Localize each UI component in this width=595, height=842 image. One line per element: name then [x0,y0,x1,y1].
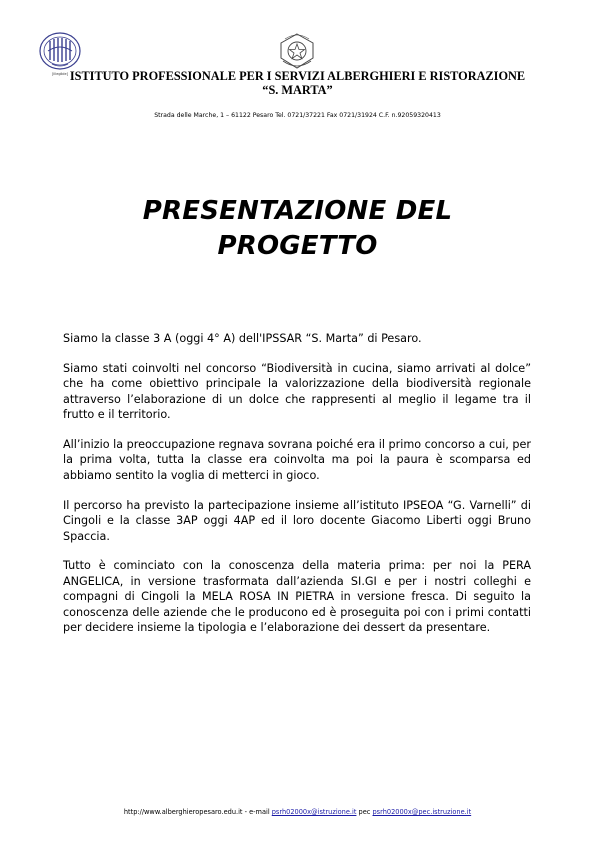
paragraph: Siamo la classe 3 A (oggi 4° A) dell'IPSSAR “S. Marta” di Pesaro. [63,332,422,345]
footer-email-link[interactable]: psrh02000x@istruzione.it [271,808,357,816]
footer-email-label: - e-mail [242,808,272,816]
footer [0,808,595,817]
footer-pec-label: pec [356,808,373,816]
school-name-line1: ISTITUTO PROFESSIONALE PER I SERVIZI ALBERGHIERI E RISTORAZIONE [69,69,526,83]
paragraph: Il percorso ha previsto la partecipazione insieme all’istituto IPSEOA “G. Varnelli” di Cingoli e la classe 3AP oggi 4AP ed il loro docente Giacomo Liberti oggi Bruno Spaccia. [63,498,531,543]
paragraph: Tutto è cominciato con la conoscenza della materia prima: per noi la PERA ANGELICA, in versione trasformata dall’azienda SI.GI e per i nostri colleghi e compagni di Cingoli la MELA ROSA IN PIETRA in versione fresca. Di seguito la conoscenza delle aziende che le producono ed è proseguita poi con i primi contatti per decidere insieme la tipologia e l’elaborazione dei dessert da presentare. [63,559,531,635]
footer-website[interactable]: http://www.alberghieropesaro.edu.it [123,808,243,816]
footer-pec-link[interactable]: psrh02000x@pec.istruzione.it [372,808,472,816]
paragraph: All’inizio la preoccupazione regnava sovrana poiché era il primo concorso a cui, per la prima volta, tutta la classe era coinvolta ma poi la paura è scomparsa ed abbiamo sentito la voglia di metterci in gioco. [63,438,531,482]
school-name-line2: “S. MARTA” [262,83,333,97]
document-title [0,194,595,264]
school-name [0,69,595,97]
document-body [63,331,531,650]
italian-republic-emblem [277,31,317,71]
crest-caption: [illegible] [52,72,68,76]
school-address: Strada delle Marche, 1 – 61122 Pesaro Tel. 0721/37221 Fax 0721/31924 C.F. n.92059320413 [154,112,441,119]
italian-republic-emblem-icon [277,31,317,71]
paragraph: Siamo stati coinvolti nel concorso “Biodiversità in cucina, siamo arrivati al dolce” che ha come obiettivo principale la valorizzazione della biodiversità regionale attraverso l’elaborazione di un dolce che rappresenti al meglio il legame tra il frutto e il territorio. [63,361,531,422]
document-title-line1: PRESENTAZIONE DEL [142,196,453,226]
document-title-line2: PROGETTO [217,231,378,261]
